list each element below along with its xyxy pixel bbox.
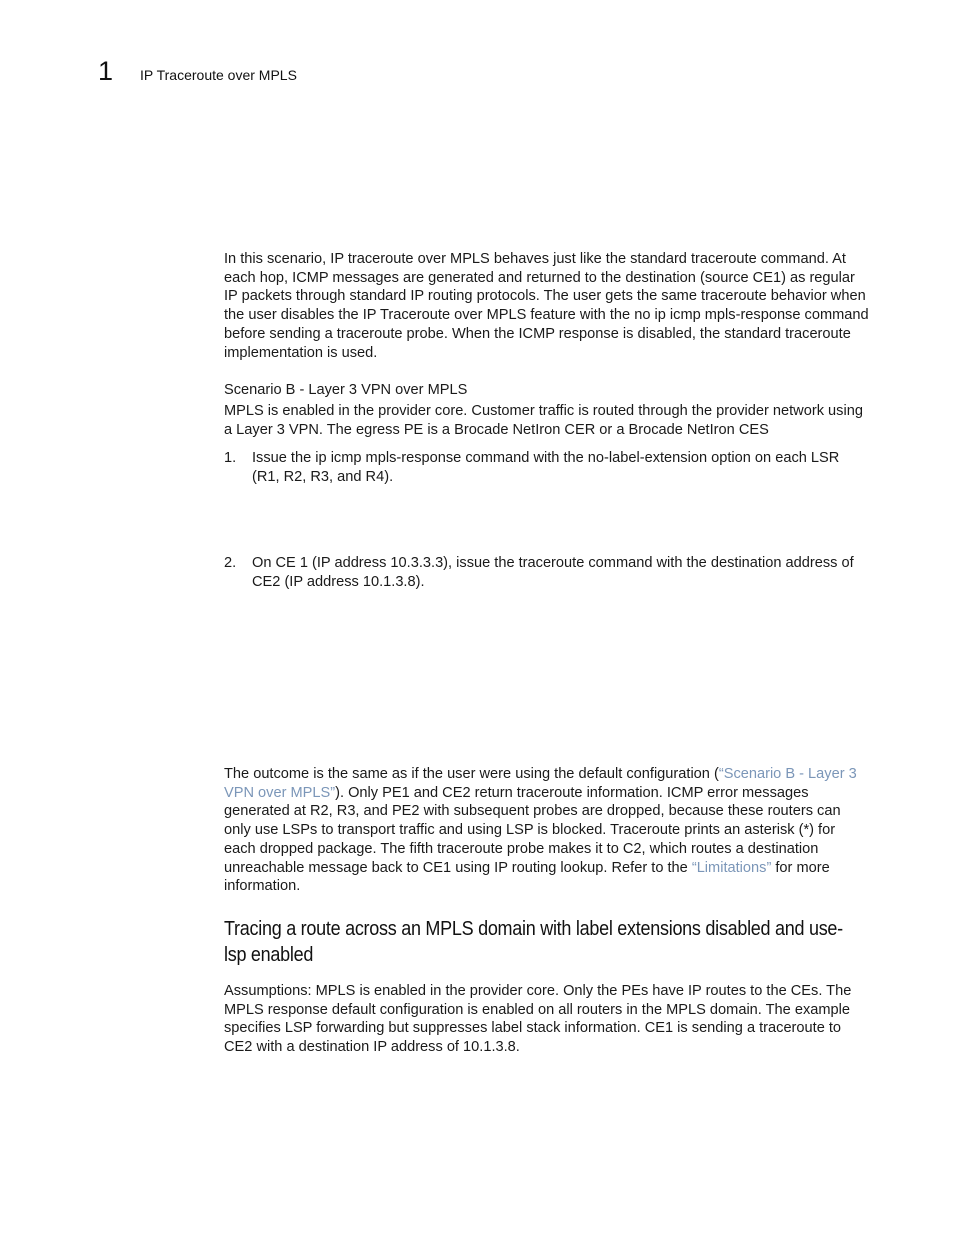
- assumptions-text: Assumptions: MPLS is enabled in the provider core. Only the PEs have IP routes to the CEs. The MPLS response default configuration is enabled on all routers in the MPLS domain. The example specifies LSP forwarding but suppresses label stack information. CE1 is sending a traceroute to CE2 with a destination IP address of 10.1.3.8.: [224, 983, 852, 1056]
- scenario-description: [224, 402, 869, 439]
- intro-text: In this scenario, IP traceroute over MPLS behaves just like the standard traceroute command. At each hop, ICMP messages are generated and returned to the destination (source CE1) as regular IP packets through standard IP routing protocols. The user gets the same traceroute behavior when the user disables the IP Traceroute over MPLS feature with the no ip icmp mpls-response command before sending a traceroute probe. When the ICMP response is disabled, the standard traceroute implementation is used.: [224, 251, 869, 361]
- outcome-text: [224, 765, 869, 896]
- step-number: 1.: [224, 450, 237, 466]
- scenario-description-text: MPLS is enabled in the provider core. Customer traffic is routed through the provider network using a Layer 3 VPN. The egress PE is a Brocade NetIron CER or a Brocade NetIron CES: [224, 403, 863, 438]
- limitations-link[interactable]: “Limitations”: [691, 859, 772, 876]
- scenario-heading: [224, 381, 869, 400]
- page-header: [98, 56, 498, 88]
- outcome-paragraph: [224, 765, 869, 896]
- section-heading: Tracing a route across an MPLS domain with label extensions disabled and use-lsp enabled: [224, 918, 843, 966]
- running-title: IP Traceroute over MPLS: [140, 67, 297, 83]
- step-text: Issue the ip icmp mpls-response command with the no-label-extension option on each LSR (R1, R2, R3, and R4).: [252, 450, 840, 485]
- step-text: On CE 1 (IP address 10.3.3.3), issue the traceroute command with the destination address of CE2 (IP address 10.1.3.8).: [252, 555, 854, 590]
- assumptions-paragraph: [224, 982, 869, 1057]
- scenario-heading-text: Scenario B - Layer 3 VPN over MPLS: [224, 382, 468, 398]
- scenario-b-link[interactable]: “Scenario B - Layer 3 VPN over MPLS”: [224, 766, 857, 801]
- outcome-text-part: ). Only PE1 and CE2 return traceroute information. ICMP error messages generated at R2, R3, and PE2 with subsequent probes are dropped, because these routers can only use LSPs to transport traffic and using LSP is blocked. Traceroute prints an asterisk (*) for each dropped package. The fifth traceroute probe makes it to C2, which routes a destination unreachable message back to CE1 using IP routing lookup. Refer to the: [224, 784, 841, 876]
- intro-paragraph: [224, 250, 869, 362]
- outcome-text-part: The outcome is the same as if the user were using the default configuration (: [224, 766, 719, 782]
- chapter-number: 1: [98, 56, 114, 86]
- step-number: 2.: [224, 555, 237, 571]
- outcome-text-part: for more information.: [224, 859, 830, 895]
